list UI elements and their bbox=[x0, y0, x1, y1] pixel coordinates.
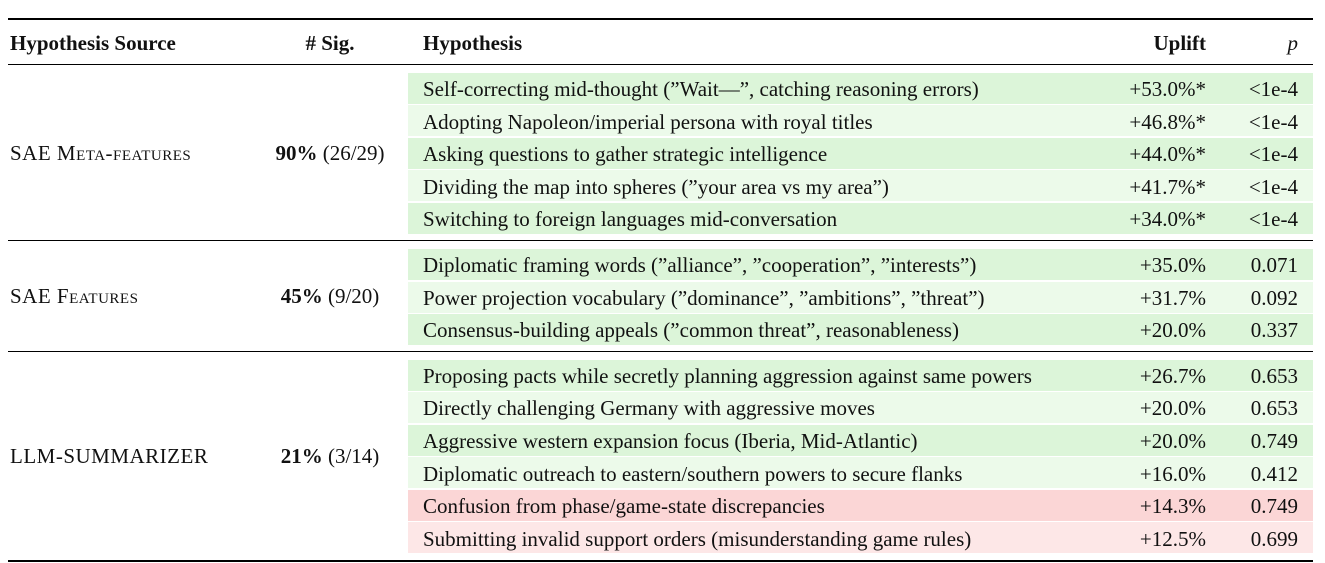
table-row-uplift: +44.0%* bbox=[1129, 142, 1206, 166]
table-row-hypothesis: Confusion from phase/game-state discrepancies bbox=[423, 494, 825, 518]
table-row-hypothesis: Switching to foreign languages mid-conversation bbox=[423, 207, 838, 231]
table-row-p: <1e-4 bbox=[1248, 77, 1298, 101]
sig-count: (9/20) bbox=[322, 284, 380, 308]
header-sig: # Sig. bbox=[305, 31, 355, 55]
table-row-hypothesis: Consensus-building appeals (”common threat”, reasonableness) bbox=[423, 318, 959, 342]
group-sig-sae-meta bbox=[255, 141, 405, 165]
table-row-p: 0.337 bbox=[1250, 318, 1298, 342]
table-row-p: <1e-4 bbox=[1248, 142, 1298, 166]
bottom-rule bbox=[8, 560, 1313, 562]
table-row-hypothesis: Asking questions to gather strategic intelligence bbox=[423, 142, 828, 166]
table-row-uplift: +41.7%* bbox=[1129, 175, 1206, 199]
table-row-p: 0.699 bbox=[1250, 527, 1298, 551]
header-hypothesis: Hypothesis bbox=[423, 31, 523, 55]
header-p: p bbox=[1287, 31, 1298, 55]
table-row-uplift: +20.0% bbox=[1139, 318, 1206, 342]
table-row-p: <1e-4 bbox=[1248, 175, 1298, 199]
table-row-uplift: +16.0% bbox=[1139, 462, 1206, 486]
header-rule bbox=[8, 64, 1313, 65]
table-row-hypothesis: Adopting Napoleon/imperial persona with royal titles bbox=[423, 110, 873, 134]
group-source-sae-meta: SAE Meta-features bbox=[10, 141, 192, 165]
top-rule bbox=[8, 18, 1313, 20]
table-row-p: <1e-4 bbox=[1248, 207, 1298, 231]
table-row-p: 0.092 bbox=[1250, 286, 1298, 310]
table-row-hypothesis: Dividing the map into spheres (”your area vs my area”) bbox=[423, 175, 889, 199]
table-row-hypothesis: Submitting invalid support orders (misunderstanding game rules) bbox=[423, 527, 972, 551]
group-source-llm-summarizer: LLM-SUMMARIZER bbox=[10, 444, 209, 468]
table-row-uplift: +53.0%* bbox=[1129, 77, 1206, 101]
sig-percent: 21% bbox=[280, 444, 323, 468]
table-row-hypothesis: Diplomatic outreach to eastern/southern powers to secure flanks bbox=[423, 462, 963, 486]
table-row-uplift: +35.0% bbox=[1139, 253, 1206, 277]
group-rule-1 bbox=[8, 240, 1313, 241]
table-row-uplift: +12.5% bbox=[1139, 527, 1206, 551]
sig-percent: 45% bbox=[280, 284, 323, 308]
group-rule-2 bbox=[8, 351, 1313, 352]
header-uplift: Uplift bbox=[1153, 31, 1206, 55]
table-row-uplift: +20.0% bbox=[1139, 396, 1206, 420]
table-row-uplift: +34.0%* bbox=[1129, 207, 1206, 231]
table-row-uplift: +31.7% bbox=[1139, 286, 1206, 310]
group-sig-sae-features bbox=[255, 284, 405, 308]
table-row-p: 0.749 bbox=[1250, 494, 1298, 518]
sig-percent: 90% bbox=[275, 141, 318, 165]
sig-count: (26/29) bbox=[317, 141, 385, 165]
table-row-p: 0.749 bbox=[1250, 429, 1298, 453]
table-row-uplift: +46.8%* bbox=[1129, 110, 1206, 134]
group-sig-llm-summarizer bbox=[255, 444, 405, 468]
sig-count: (3/14) bbox=[322, 444, 380, 468]
table-row-uplift: +26.7% bbox=[1139, 364, 1206, 388]
table-row-hypothesis: Directly challenging Germany with aggressive moves bbox=[423, 396, 875, 420]
table-row-hypothesis: Diplomatic framing words (”alliance”, ”cooperation”, ”interests”) bbox=[423, 253, 977, 277]
table-row-p: <1e-4 bbox=[1248, 110, 1298, 134]
table-row-p: 0.071 bbox=[1250, 253, 1298, 277]
table-row-hypothesis: Aggressive western expansion focus (Iberia, Mid-Atlantic) bbox=[423, 429, 918, 453]
table-row-uplift: +14.3% bbox=[1139, 494, 1206, 518]
table-row-p: 0.653 bbox=[1250, 396, 1298, 420]
table-row-hypothesis: Power projection vocabulary (”dominance”, ”ambitions”, ”threat”) bbox=[423, 286, 985, 310]
table-row-uplift: +20.0% bbox=[1139, 429, 1206, 453]
table-row-hypothesis: Proposing pacts while secretly planning aggression against same powers bbox=[423, 364, 1032, 388]
header-source: Hypothesis Source bbox=[10, 31, 176, 55]
table-row-p: 0.653 bbox=[1250, 364, 1298, 388]
group-source-sae-features: SAE Features bbox=[10, 284, 139, 308]
table-row-hypothesis: Self-correcting mid-thought (”Wait—”, catching reasoning errors) bbox=[423, 77, 979, 101]
table-row-p: 0.412 bbox=[1250, 462, 1298, 486]
